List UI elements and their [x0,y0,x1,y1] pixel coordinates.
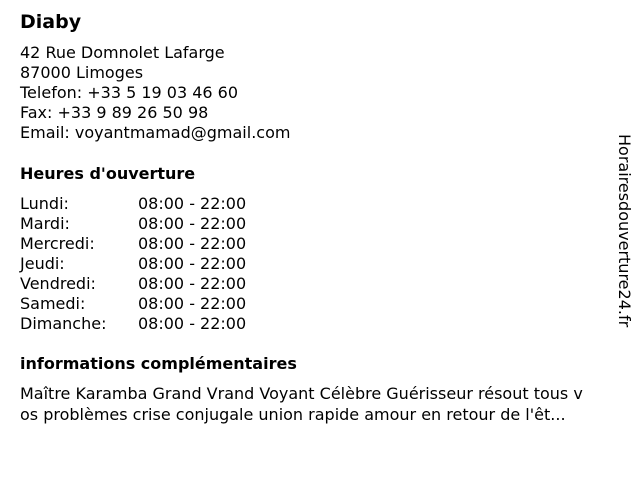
day-label: Lundi: [20,194,69,213]
business-name: Diaby [20,11,82,33]
hours-row-saturday [20,294,246,314]
day-label: Mardi: [20,214,70,233]
additional-info-heading: informations complémentaires [20,354,297,373]
time-range: 08:00 - 22:00 [138,254,247,273]
opening-hours-table [20,194,246,334]
phone-number: Telefon: +33 5 19 03 46 60 [20,83,239,102]
time-range: 08:00 - 22:00 [138,294,247,313]
additional-info-text [20,383,632,425]
time-range: 08:00 - 22:00 [138,274,247,293]
street-address: 42 Rue Domnolet Lafarge [20,43,225,62]
site-watermark: Horairesdouverture24.fr [615,134,634,328]
day-label: Dimanche: [20,314,107,333]
city: 87000 Limoges [20,63,144,82]
hours-row-monday [20,194,246,214]
hours-row-sunday [20,314,246,334]
hours-row-thursday [20,254,246,274]
time-range: 08:00 - 22:00 [138,234,247,253]
info-line-1: Maître Karamba Grand Vrand Voyant Célèbre Guérisseur résout tous v [20,384,583,403]
day-label: Samedi: [20,294,86,313]
hours-row-wednesday [20,234,246,254]
day-label: Mercredi: [20,234,95,253]
hours-row-friday [20,274,246,294]
day-label: Jeudi: [20,254,65,273]
info-line-2: os problèmes crise conjugale union rapide amour en retour de l'êt... [20,405,566,424]
time-range: 08:00 - 22:00 [138,214,247,233]
hours-row-tuesday [20,214,246,234]
email-address: Email: voyantmamad@gmail.com [20,123,291,142]
time-range: 08:00 - 22:00 [138,194,247,213]
fax-number: Fax: +33 9 89 26 50 98 [20,103,209,122]
contact-block [20,43,290,143]
time-range: 08:00 - 22:00 [138,314,247,333]
day-label: Vendredi: [20,274,96,293]
opening-hours-heading: Heures d'ouverture [20,164,196,183]
